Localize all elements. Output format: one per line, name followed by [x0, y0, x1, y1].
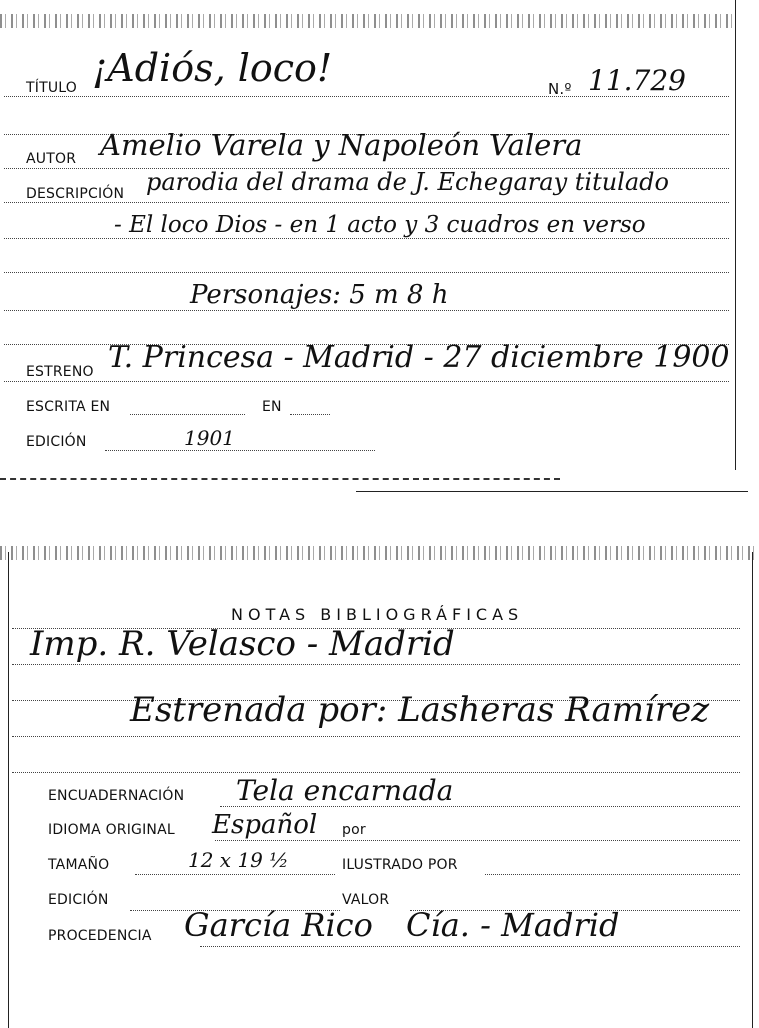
cut-line-solid — [356, 491, 748, 492]
estreno-label: ESTRENO — [26, 364, 94, 380]
tamano-label: TAMAÑO — [48, 857, 110, 873]
ruled-line — [12, 736, 740, 737]
procedencia-label: PROCEDENCIA — [48, 928, 152, 944]
procedencia-value-1: García Rico — [184, 906, 373, 944]
numero-label: N.º — [548, 80, 572, 98]
tamano-value: 12 x 19 ½ — [188, 848, 289, 872]
idioma-value: Español — [212, 810, 318, 840]
ruled-line — [12, 664, 740, 665]
nota-line-1: Imp. R. Velasco - Madrid — [30, 624, 455, 664]
ruled-line — [4, 381, 729, 382]
ruled-line — [4, 310, 729, 311]
autor-label: AUTOR — [26, 151, 77, 167]
ruled-line — [4, 272, 729, 273]
ruled-line — [290, 414, 330, 415]
edicion-value: 1901 — [184, 426, 235, 450]
ruled-line — [130, 414, 245, 415]
ruled-line — [215, 840, 740, 841]
ruled-line — [135, 874, 335, 875]
edicion2-label: EDICIÓN — [48, 892, 109, 908]
ruled-line — [4, 202, 729, 203]
encuadernacion-value: Tela encarnada — [236, 774, 454, 807]
estreno-value: T. Princesa - Madrid - 27 diciembre 1900 — [108, 340, 730, 375]
edicion-label: EDICIÓN — [26, 434, 87, 450]
autor-value: Amelio Varela y Napoleón Valera — [100, 128, 583, 162]
ruled-line — [105, 450, 375, 451]
nota-line-2: Estrenada por: Lasheras Ramírez — [130, 690, 710, 730]
por-label: por — [342, 822, 366, 838]
escrita-label: ESCRITA EN — [26, 399, 111, 415]
card-top-edge — [0, 14, 735, 28]
numero-value: 11.729 — [588, 64, 686, 97]
card-top-edge — [0, 546, 759, 560]
escrita-en-label: EN — [262, 399, 282, 415]
valor-label: VALOR — [342, 892, 390, 908]
idioma-label: IDIOMA ORIGINAL — [48, 822, 175, 838]
notas-heading: NOTAS BIBLIOGRÁFICAS — [231, 605, 524, 624]
personajes-value: Personajes: 5 m 8 h — [190, 280, 449, 310]
titulo-value: ¡Adiós, loco! — [92, 46, 333, 90]
ruled-line — [12, 772, 740, 773]
ruled-line — [485, 874, 740, 875]
encuadernacion-label: ENCUADERNACIÓN — [48, 788, 185, 804]
titulo-label: TÍTULO — [26, 80, 77, 96]
procedencia-value-2: Cía. - Madrid — [406, 906, 620, 944]
descripcion-line-2: - El loco Dios - en 1 acto y 3 cuadros en verso — [114, 212, 646, 238]
descripcion-line-1: parodia del drama de J. Echegaray titulado — [146, 168, 669, 196]
cut-line-dashed — [0, 478, 560, 480]
descripcion-label: DESCRIPCIÓN — [26, 186, 125, 202]
ruled-line — [4, 238, 729, 239]
ilustrado-label: ILUSTRADO POR — [342, 857, 458, 873]
ruled-line — [200, 946, 740, 947]
